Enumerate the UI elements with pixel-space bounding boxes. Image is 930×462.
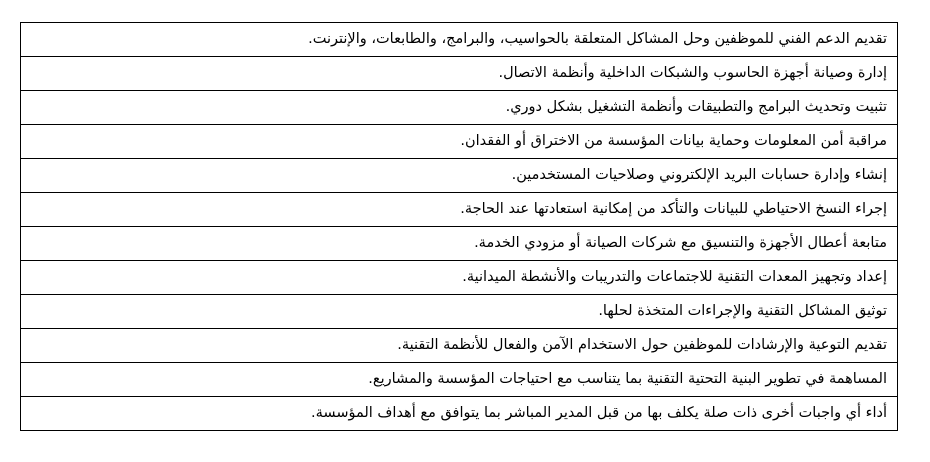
table-row — [21, 125, 898, 159]
duty-cell: متابعة أعطال الأجهزة والتنسيق مع شركات الصيانة أو مزودي الخدمة. — [21, 227, 898, 261]
table-row — [21, 295, 898, 329]
table-row — [21, 193, 898, 227]
duty-cell: مراقبة أمن المعلومات وحماية بيانات المؤسسة من الاختراق أو الفقدان. — [21, 125, 898, 159]
table-row — [21, 91, 898, 125]
table-row — [21, 57, 898, 91]
table-row — [21, 329, 898, 363]
table-row — [21, 363, 898, 397]
table-row — [21, 227, 898, 261]
duty-cell: إجراء النسخ الاحتياطي للبيانات والتأكد من إمكانية استعادتها عند الحاجة. — [21, 193, 898, 227]
duty-cell: توثيق المشاكل التقنية والإجراءات المتخذة لحلها. — [21, 295, 898, 329]
table-row — [21, 397, 898, 431]
duties-table-body — [21, 23, 898, 431]
table-row — [21, 261, 898, 295]
duty-cell: تثبيت وتحديث البرامج والتطبيقات وأنظمة التشغيل بشكل دوري. — [21, 91, 898, 125]
duty-cell: إعداد وتجهيز المعدات التقنية للاجتماعات والتدريبات والأنشطة الميدانية. — [21, 261, 898, 295]
duty-cell: إدارة وصيانة أجهزة الحاسوب والشبكات الداخلية وأنظمة الاتصال. — [21, 57, 898, 91]
duty-cell: تقديم الدعم الفني للموظفين وحل المشاكل المتعلقة بالحواسيب، والبرامج، والطابعات، والإنترنت. — [21, 23, 898, 57]
duty-cell: أداء أي واجبات أخرى ذات صلة يكلف بها من قبل المدير المباشر بما يتوافق مع أهداف المؤسسة. — [21, 397, 898, 431]
duty-cell: إنشاء وإدارة حسابات البريد الإلكتروني وصلاحيات المستخدمين. — [21, 159, 898, 193]
duties-table — [20, 22, 898, 431]
duty-cell: المساهمة في تطوير البنية التحتية التقنية بما يتناسب مع احتياجات المؤسسة والمشاريع. — [21, 363, 898, 397]
duty-cell: تقديم التوعية والإرشادات للموظفين حول الاستخدام الآمن والفعال للأنظمة التقنية. — [21, 329, 898, 363]
table-row — [21, 23, 898, 57]
table-row — [21, 159, 898, 193]
